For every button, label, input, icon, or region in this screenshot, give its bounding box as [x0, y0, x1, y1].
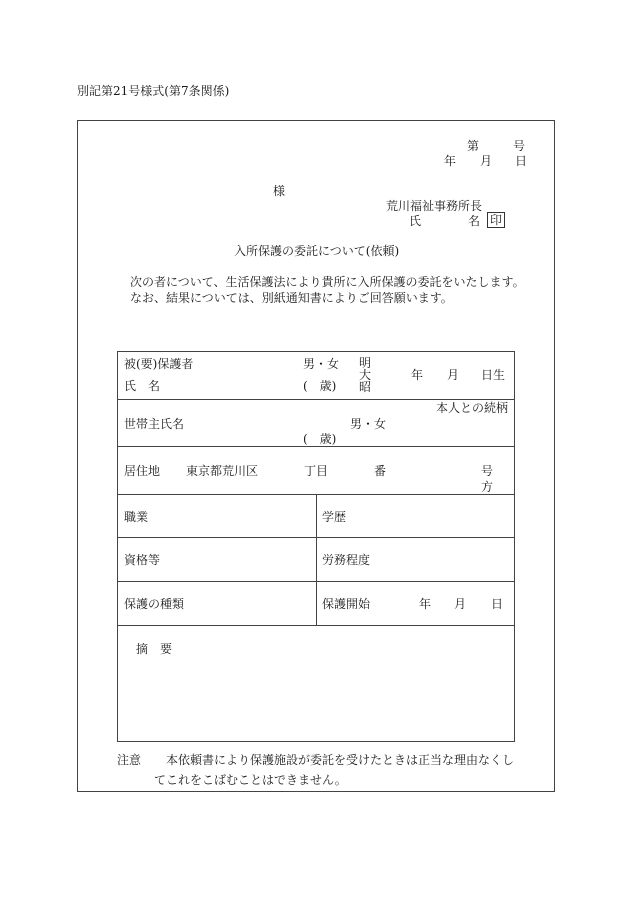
body-line-2: なお、結果については、別紙通知書によりご回答願います。	[130, 291, 453, 305]
residence-label: 居住地	[124, 464, 161, 478]
summary-label: 摘 要	[136, 642, 173, 656]
date-year: 年	[444, 154, 457, 168]
start-day: 日	[491, 597, 504, 611]
birth-day: 日生	[481, 368, 506, 382]
birth-month: 月	[447, 368, 460, 382]
residence-chome: 丁目	[304, 464, 329, 478]
labor-level-label: 労務程度	[322, 553, 371, 567]
protected-person-name-label: 氏 名	[124, 379, 161, 393]
note-label: 注意	[117, 753, 142, 767]
householder-sex: 男・女	[350, 417, 387, 431]
note-line-2: てこれをこばむことはできません。	[154, 773, 347, 787]
start-month: 月	[454, 597, 467, 611]
addressee-suffix: 様	[273, 184, 286, 198]
date-day: 日	[515, 154, 528, 168]
protection-type-label: 保護の種類	[124, 597, 185, 611]
name-label-1: 氏	[409, 214, 422, 228]
residence-kata: 方	[481, 480, 494, 494]
start-year: 年	[419, 597, 432, 611]
name-label-2: 名	[468, 214, 481, 228]
date-month: 月	[480, 154, 493, 168]
number-prefix: 第	[467, 139, 480, 153]
protected-person-label: 被(要)保護者	[124, 357, 194, 371]
body-line-1: 次の者について、生活保護法により貴所に入所保護の委託をいたします。	[130, 275, 525, 289]
office-name: 荒川福祉事務所長	[386, 199, 483, 213]
householder-label: 世帯主氏名	[124, 417, 185, 431]
era-taisho: 大	[359, 368, 372, 382]
householder-age: ( 歳)	[303, 432, 337, 446]
residence-city: 東京都荒川区	[186, 464, 259, 478]
residence-ban: 番	[374, 464, 387, 478]
form-title: 別記第21号様式(第7条関係)	[77, 84, 230, 98]
residence-go: 号	[481, 464, 494, 478]
relation-label: 本人との続柄	[436, 401, 509, 415]
education-label: 学歴	[322, 510, 347, 524]
qualification-label: 資格等	[124, 553, 161, 567]
subject: 入所保護の委託について(依頼)	[234, 244, 400, 258]
birth-year: 年	[411, 368, 424, 382]
protection-start-label: 保護開始	[322, 597, 371, 611]
age-field: ( 歳)	[303, 379, 337, 393]
era-showa: 昭	[359, 380, 372, 394]
number-suffix: 号	[513, 139, 526, 153]
sex-option: 男・女	[303, 357, 340, 371]
occupation-label: 職業	[124, 510, 149, 524]
seal-mark: 印	[487, 212, 505, 228]
era-meiji: 明	[359, 356, 372, 370]
note-line-1: 本依頼書により保護施設が委託を受けたときは正当な理由なくし	[166, 753, 515, 767]
